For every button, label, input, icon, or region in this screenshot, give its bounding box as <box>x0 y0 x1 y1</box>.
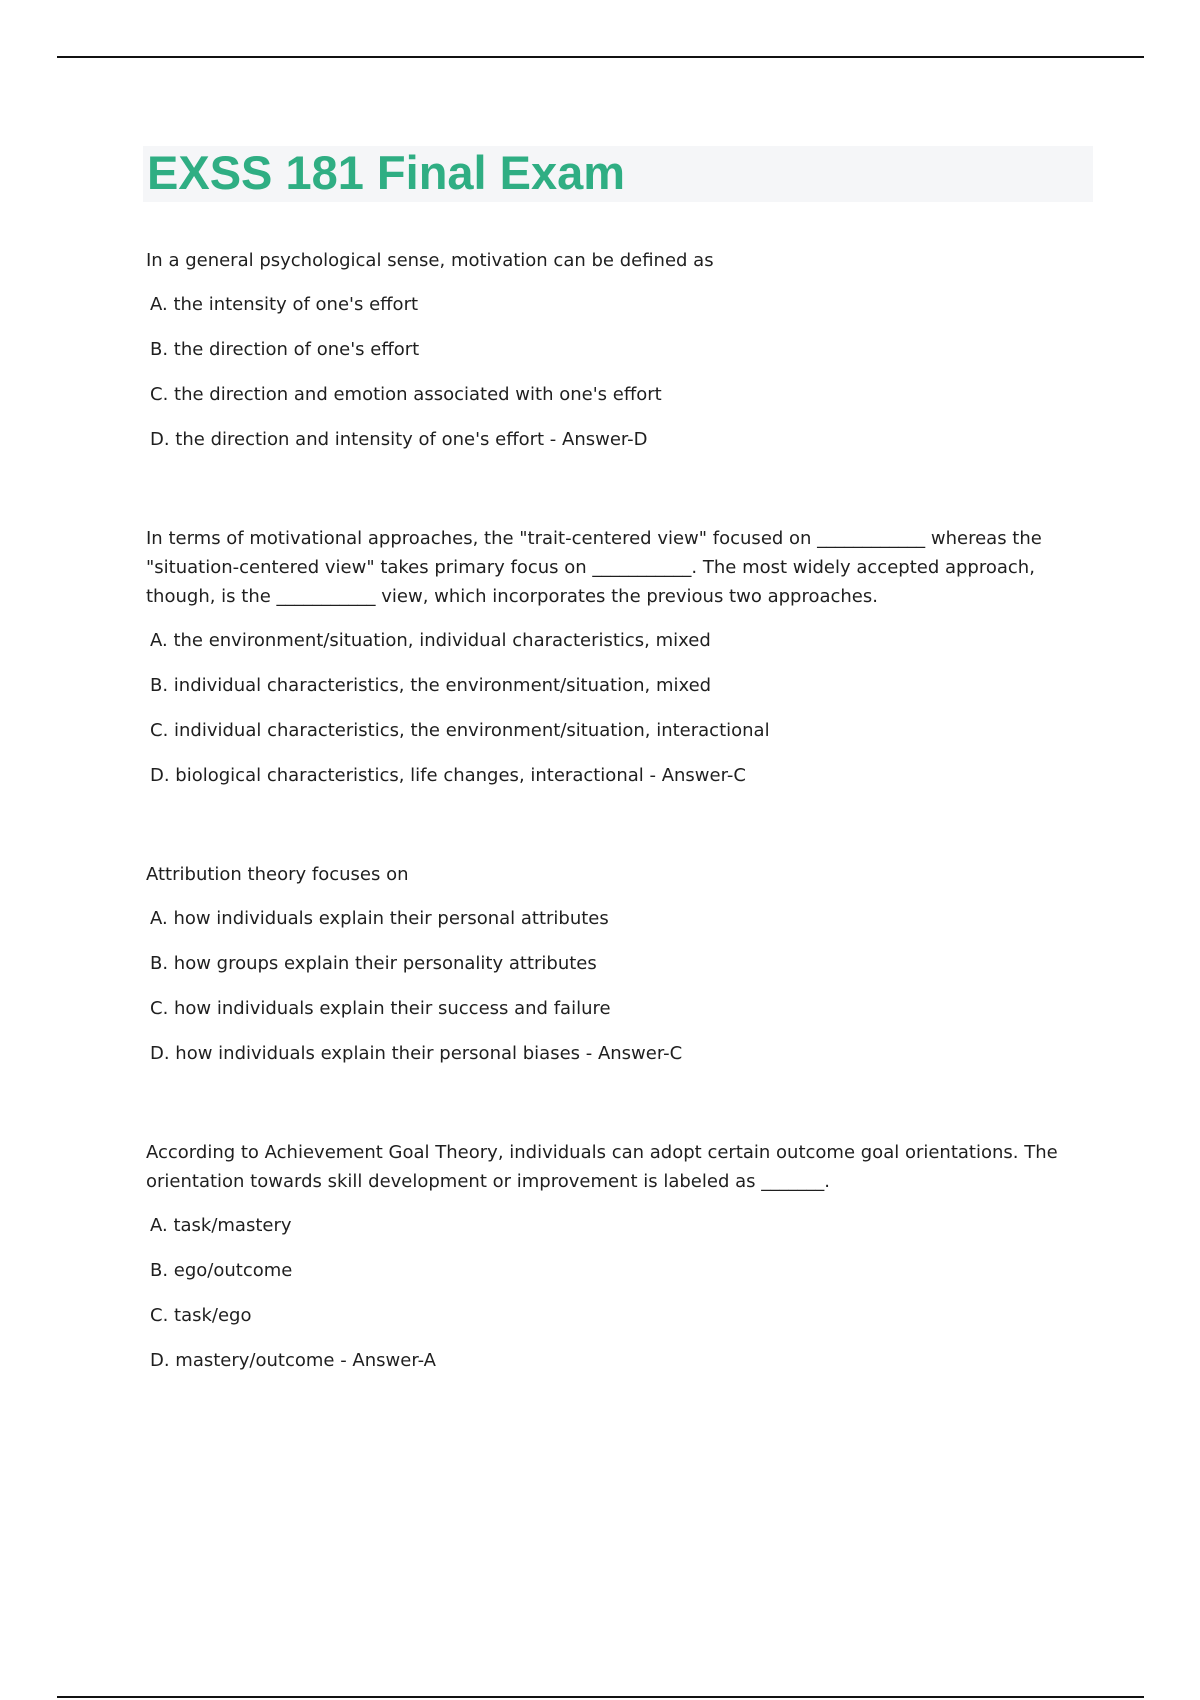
answer-option-c: C. task/ego <box>150 1305 252 1326</box>
answer-option-c: C. how individuals explain their success and failure <box>150 998 611 1019</box>
page-top-rule <box>57 56 1144 58</box>
answer-option-b: B. individual characteristics, the environment/situation, mixed <box>150 675 712 696</box>
question-stem: Attribution theory focuses on <box>146 864 409 885</box>
answer-option-c: C. individual characteristics, the environment/situation, interactional <box>150 720 770 741</box>
document-title: EXSS 181 Final Exam <box>147 146 626 199</box>
answer-option-b: B. the direction of one's effort <box>150 339 420 360</box>
question-1 <box>146 246 1076 454</box>
answer-option-b: B. how groups explain their personality attributes <box>150 953 597 974</box>
answer-option-d: D. biological characteristics, life changes, interactional - Answer-C <box>150 765 746 786</box>
question-stem: In terms of motivational approaches, the "trait-centered view" focused on ____________ whereas the "situation-centered view" takes primary focus on ___________. The most widely accepted approach, though, is the ___________ view, which incorporates the previous two approaches. <box>146 528 1042 607</box>
question-2 <box>146 524 1076 790</box>
answer-option-a: A. the environment/situation, individual characteristics, mixed <box>150 630 711 651</box>
question-stem: In a general psychological sense, motivation can be defined as <box>146 250 714 271</box>
answer-options <box>146 904 1076 1068</box>
answer-options <box>146 626 1076 790</box>
answer-options <box>146 1211 1076 1375</box>
question-4 <box>146 1138 1076 1375</box>
answer-option-d: D. the direction and intensity of one's effort - Answer-D <box>150 429 648 450</box>
question-list <box>146 246 1076 1375</box>
answer-option-d: D. mastery/outcome - Answer-A <box>150 1350 436 1371</box>
answer-options <box>146 290 1076 454</box>
page-bottom-rule <box>57 1696 1144 1698</box>
question-stem: According to Achievement Goal Theory, individuals can adopt certain outcome goal orientations. The orientation towards skill development or improvement is labeled as _______. <box>146 1142 1058 1192</box>
answer-option-a: A. task/mastery <box>150 1215 292 1236</box>
answer-option-a: A. how individuals explain their personal attributes <box>150 908 609 929</box>
answer-option-d: D. how individuals explain their personal biases - Answer-C <box>150 1043 683 1064</box>
answer-option-b: B. ego/outcome <box>150 1260 293 1281</box>
answer-option-c: C. the direction and emotion associated with one's effort <box>150 384 662 405</box>
answer-option-a: A. the intensity of one's effort <box>150 294 419 315</box>
question-3 <box>146 860 1076 1068</box>
